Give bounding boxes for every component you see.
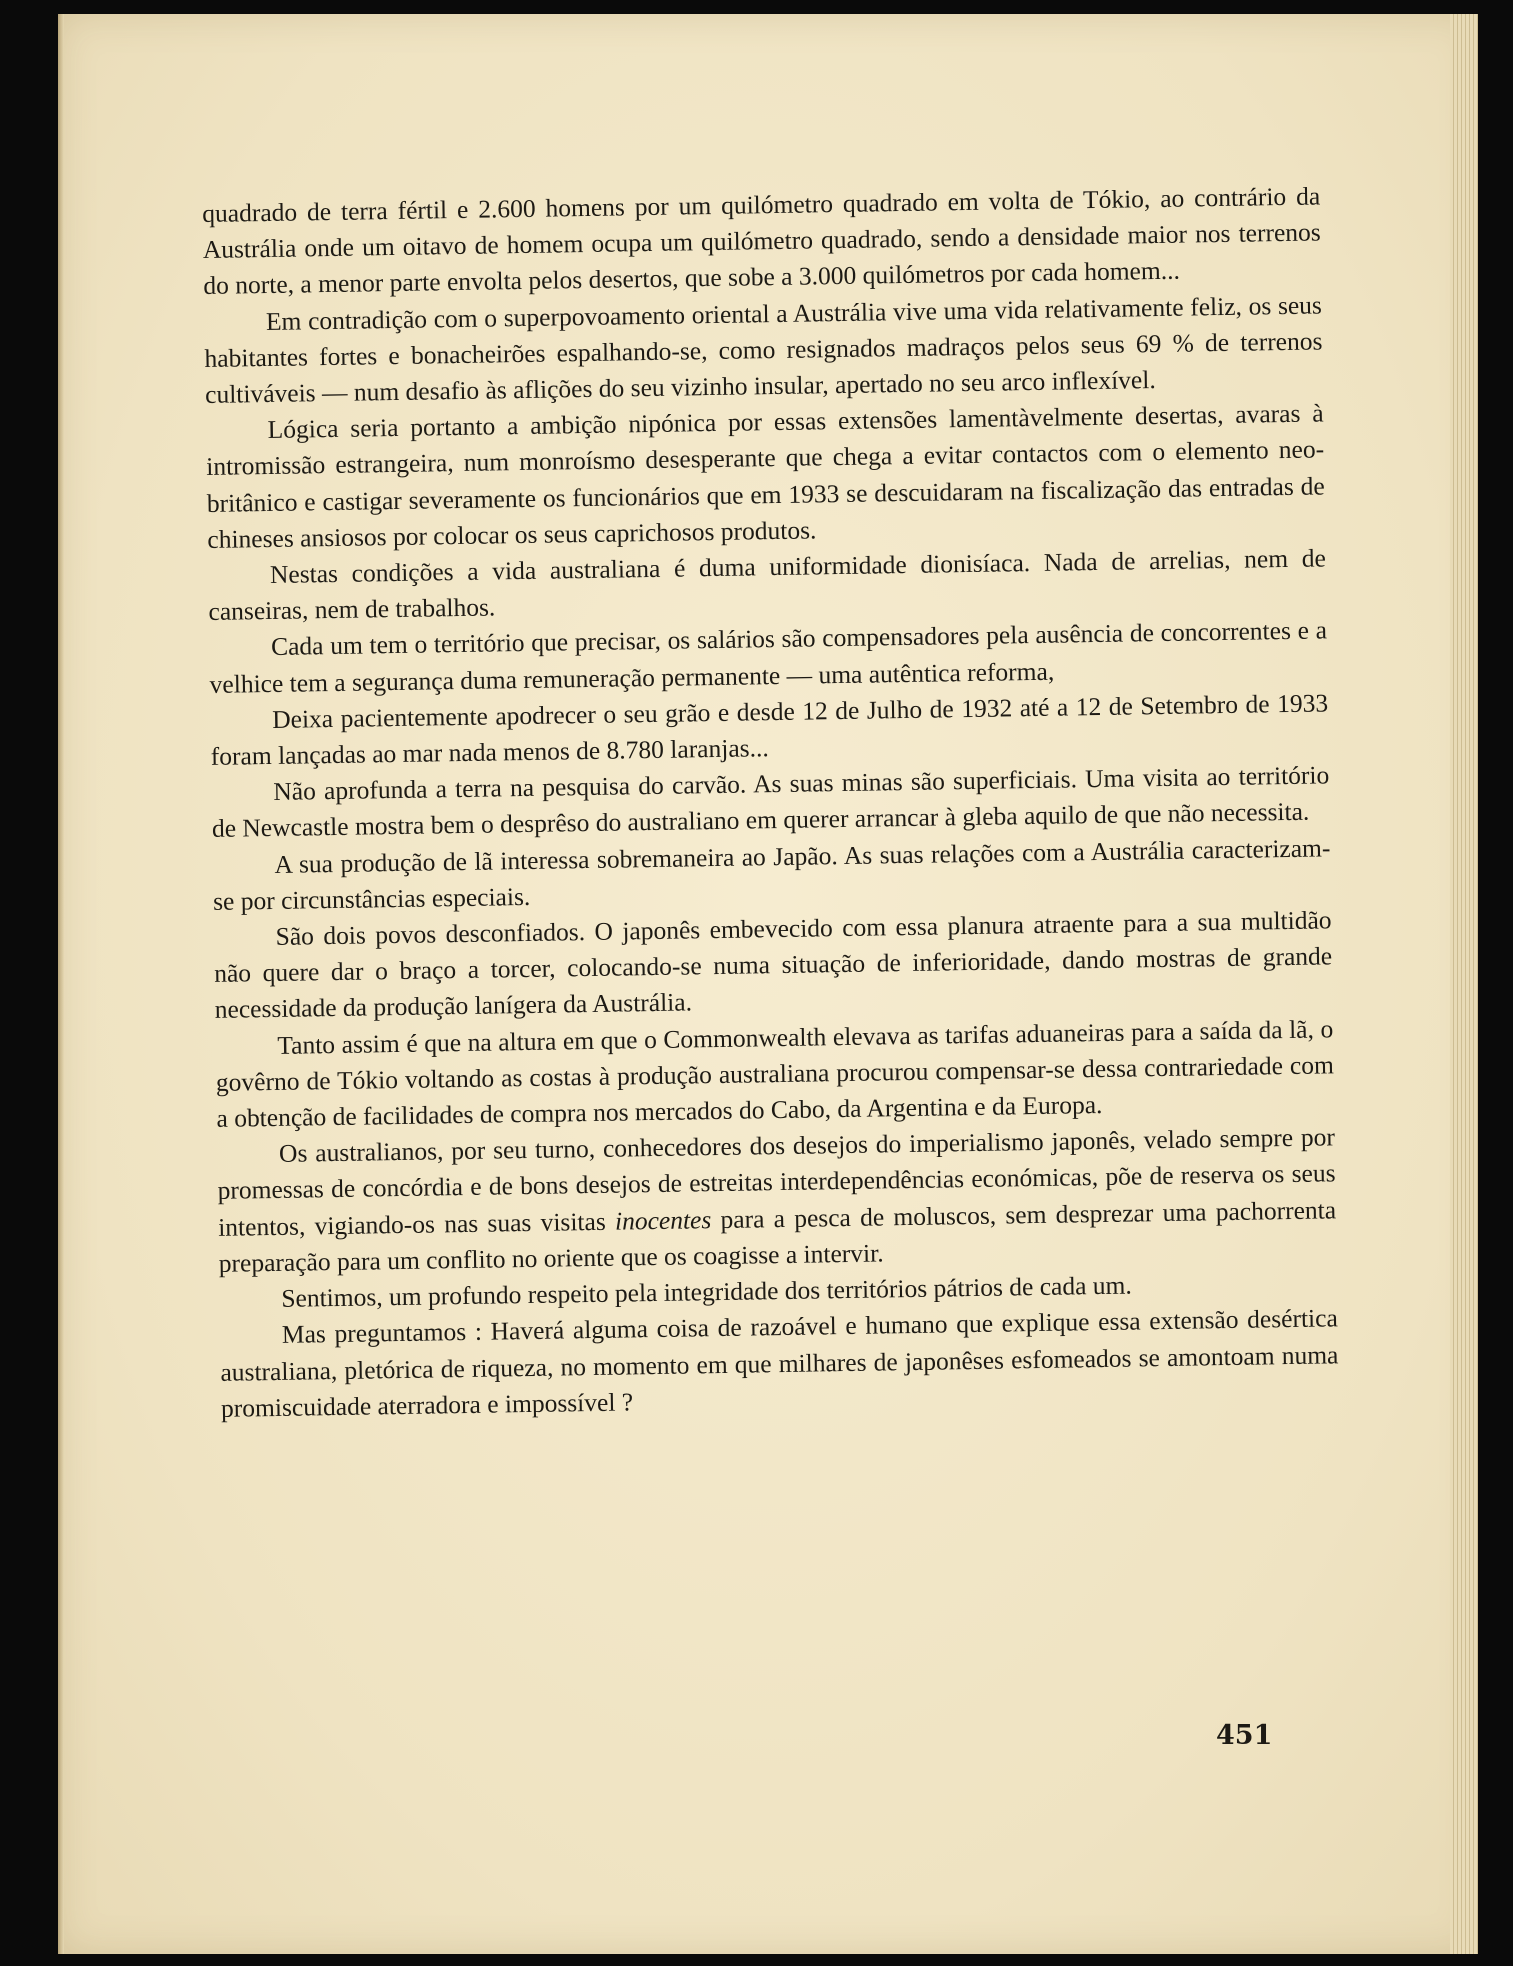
paragraph-8: A sua produção de lã interessa sobremaneira ao Japão. As suas relações com a Austrália caracterizam-se por circunstâncias especiais. xyxy=(212,833,1331,916)
paragraph-12: Sentimos, um profundo respeito pela integridade dos territórios pátrios de cada um. xyxy=(281,1270,1132,1313)
paragraph-7: Não aprofunda a terra na pesquisa do carvão. As suas minas são superficiais. Uma visita ao território de Newcastle mostra bem o desprêso do australiano em querer arrancar à gleba aquilo de que não necessita. xyxy=(211,760,1330,844)
paragraph-11-italic-word: inocentes xyxy=(614,1204,712,1236)
paragraph-6: Deixa pacientemente apodrecer o seu grão e desde 12 de Julho de 1932 até a 12 de Setembro de 1933 foram lançadas ao mar nada menos de 8.780 laranjas... xyxy=(210,688,1329,771)
body-text xyxy=(202,178,1339,1426)
page-number: 451 xyxy=(1216,1720,1273,1751)
paragraph-3: Lógica seria portanto a ambição nipónica por essas extensões lamentàvelmente desertas, avaras à intromissão estrangeira, num monroísmo desesperante que chega a evitar contactos com o elemento neo-britânico e castigar severamente os funcionários que em 1933 se descuidaram na fiscalização das entradas de chineses ansiosos por colocar os seus caprichosos produtos. xyxy=(206,398,1325,554)
paragraph-13: Mas preguntamos : Haverá alguma coisa de razoável e humano que explique essa extensão desértica australiana, pletórica de riqueza, no momento em que milhares de japonêses esfomeados se amontoam numa promiscuidade aterradora e impossível ? xyxy=(220,1303,1339,1423)
paragraph-4: Nestas condições a vida australiana é duma uniformidade dionisíaca. Nada de arrelias, nem de canseiras, nem de trabalhos. xyxy=(208,543,1327,627)
paragraph-1: quadrado de terra fértil e 2.600 homens por um quilómetro quadrado em volta de Tókio, ao contrário da Austrália onde um oitavo de homem ocupa um quilómetro quadrado, sendo a densidade maior nos terrenos do norte, a menor parte envolta pelos desertos, que sobe a 3.000 quilómetros por cada homem... xyxy=(202,181,1321,301)
paragraph-9: São dois povos desconfiados. O japonês embevecido com essa planura atraente para a sua multidão não quere dar o braço a torcer, colocando-se numa situação de inferioridade, dando mostras de grande necessidade da produção lanígera da Austrália. xyxy=(213,905,1333,1025)
paragraph-5: Cada um tem o território que precisar, os salários são compensadores pela ausência de concorrentes e a velhice tem a segurança duma remuneração permanente — uma autêntica reforma, xyxy=(209,615,1328,699)
page-gutter-shadow xyxy=(58,14,64,1954)
paragraph-11-text-after: para a pesca de moluscos, sem desprezar uma pachorrenta preparação para um conflito no oriente que os coagisse a intervir. xyxy=(218,1195,1337,1278)
paragraph-11-text-before: Os australianos, por seu turno, conhecedores dos desejos do imperialismo japonês, velado sempre por promessas de concórdia e de bons desejos de estreitas interdependências económicas, põe de reserva os seus intentos, vigiando-os nas suas visitas xyxy=(217,1122,1336,1242)
paragraph-10: Tanto assim é que na altura em que o Commonwealth elevava as tarifas aduaneiras para a saída da lã, o govêrno de Tókio voltando as costas à produção australiana procurou compensar-se dessa contrariedade com a obtenção de facilidades de compra nos mercados do Cabo, da Argentina e da Europa. xyxy=(215,1014,1335,1133)
paragraph-2: Em contradição com o superpovoamento oriental a Austrália vive uma vida relativamente feliz, os seus habitantes fortes e bonacheirões espalhando-se, como resignados madraços pelos seus 69 % de terrenos cultiváveis — num desafio às aflições do seu vizinho insular, apertado no seu arco inflexível. xyxy=(204,290,1323,409)
paragraph-11 xyxy=(217,1120,1337,1282)
page-stack-edge xyxy=(1450,14,1478,1954)
book-page xyxy=(58,14,1478,1954)
